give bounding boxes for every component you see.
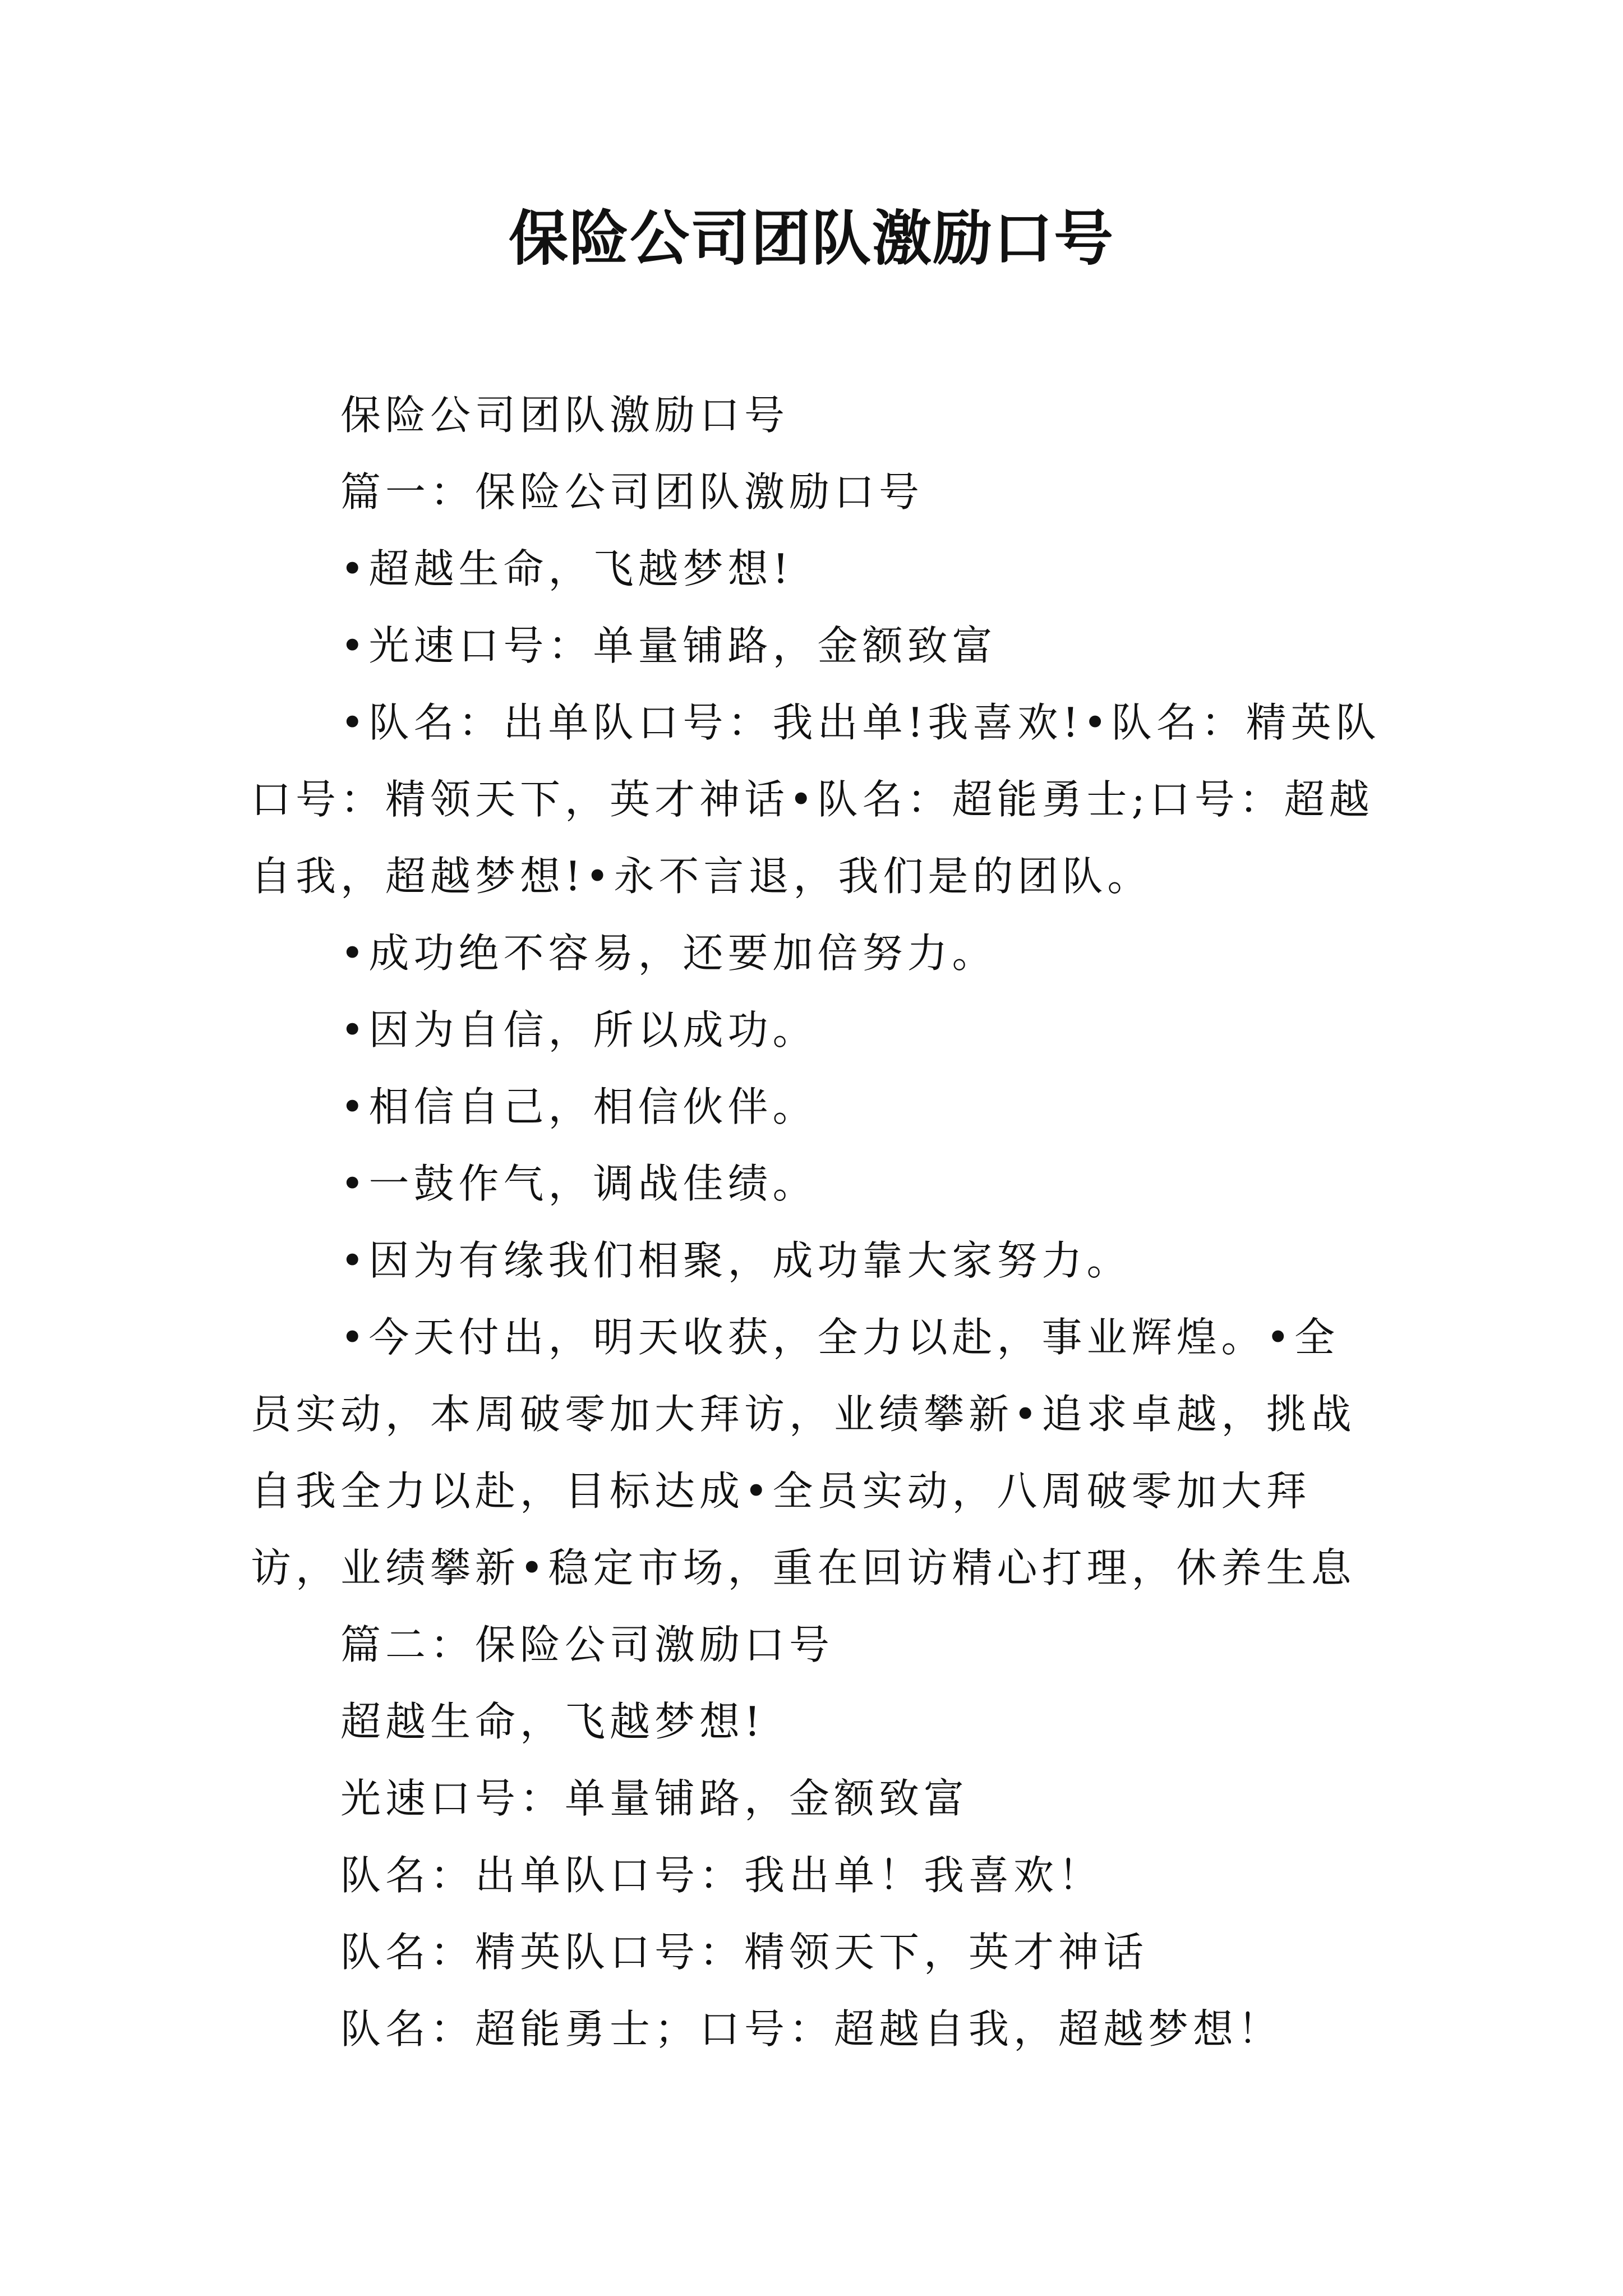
- slogan-item: •今天付出，明天收获，全力以赴，事业辉煌。•全员实动，本周破零加大拜访，业绩攀新•追求卓越，挑战自我全力以赴，目标达成•全员实动，八周破零加大拜访，业绩攀新•稳定市场，重在回访精心打理，休养生息: [251, 1314, 1356, 1591]
- slogan-item: •相信自己，相信伙伴。: [340, 1083, 818, 1130]
- paragraph-heading: 保险公司团队激励口号: [340, 392, 790, 439]
- slogan-item: •成功绝不容易，还要加倍努力。: [340, 930, 997, 977]
- slogan-item: 光速口号：单量铺路，金额致富: [340, 1775, 969, 1822]
- slogan-item: •队名：出单队口号：我出单!我喜欢!•队名：精英队口号：精领天下，英才神话•队名：超能勇士;口号：超越自我，超越梦想!•永不言退，我们是的团队。: [251, 699, 1381, 900]
- section-heading-1: 篇一：保险公司团队激励口号: [340, 468, 924, 516]
- document-body: [251, 377, 1384, 2068]
- slogan-item: •光速口号：单量铺路，金额致富: [340, 622, 997, 669]
- slogan-item: 队名：出单队口号：我出单！我喜欢！: [340, 1852, 1104, 1899]
- slogan-item: 超越生命，飞越梦想!: [340, 1698, 765, 1745]
- slogan-item: •超越生命，飞越梦想!: [340, 545, 794, 592]
- slogan-item: •因为有缘我们相聚，成功靠大家努力。: [340, 1237, 1132, 1284]
- slogan-item: 队名：精英队口号：精领天下，英才神话: [340, 1929, 1149, 1976]
- slogan-item: 队名：超能勇士；口号：超越自我，超越梦想！: [340, 2005, 1283, 2053]
- slogan-item: •因为自信，所以成功。: [340, 1006, 818, 1053]
- document-title: 保险公司团队激励口号: [509, 203, 1114, 273]
- section-heading-2: 篇二：保险公司激励口号: [340, 1621, 834, 1668]
- slogan-item: •一鼓作气，调战佳绩。: [340, 1160, 818, 1207]
